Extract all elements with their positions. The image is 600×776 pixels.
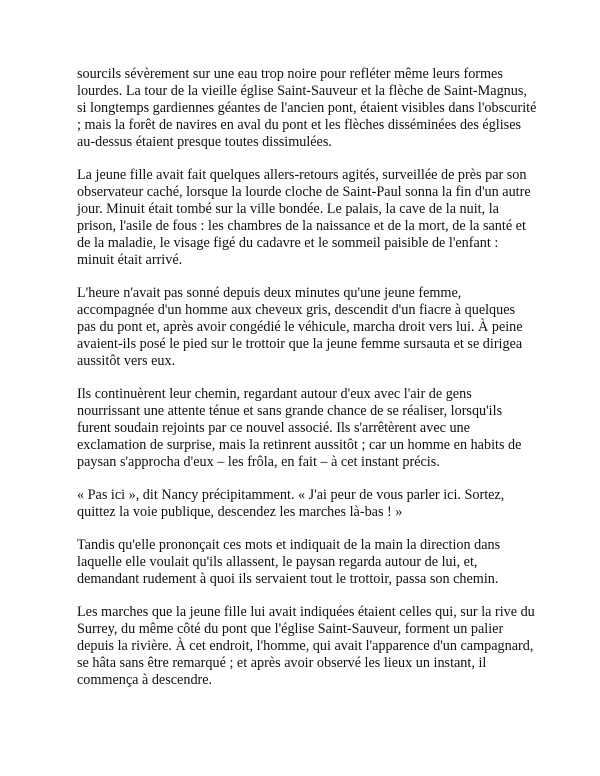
- paragraph-5: « Pas ici », dit Nancy précipitamment. « J'ai peur de vous parler ici. Sortez, quittez la voie publique, descendez les marches là-bas ! »: [77, 487, 505, 520]
- paragraph-2: La jeune fille avait fait quelques allers-retours agités, surveillée de près par son observateur caché, lorsque la lourde cloche de Saint-Paul sonna la fin d'un autre jour. Minuit était tombé sur la ville bondée. Le palais, la cave de la nuit, la prison, l'asile de fous : les chambres de la naissance et de la mort, de la santé et de la maladie, le visage figé du cadavre et le sommeil paisible de l'enfant : minuit était arrivé.: [77, 167, 531, 268]
- paragraph-6: Tandis qu'elle prononçait ces mots et indiquait de la main la direction dans laquelle elle voulait qu'ils allassent, le paysan regarda autour de lui, et, demandant rudement à quoi ils servaient tout le trottoir, passa son chemin.: [77, 537, 501, 587]
- paragraph-7: Les marches que la jeune fille lui avait indiquées étaient celles qui, sur la rive du Surrey, du même côté du pont que l'église Saint-Sauveur, forment un palier depuis la rivière. À cet endroit, l'homme, qui avait l'apparence d'un campagnard, se hâta sans être remarqué ; et après avoir observé les lieux un instant, il commença à descendre.: [77, 604, 535, 688]
- paragraph-1: sourcils sévèrement sur une eau trop noire pour refléter même leurs formes lourdes. La tour de la vieille église Saint-Sauveur et la flèche de Saint-Magnus, si longtemps gardiennes géantes de l'ancien pont, étaient visibles dans l'obscurité ; mais la forêt de navires en aval du pont et les flèches disséminées des églises au-dessus étaient presque toutes dissimulées.: [77, 66, 537, 150]
- paragraph-4: Ils continuèrent leur chemin, regardant autour d'eux avec l'air de gens nourrissant une attente ténue et sans grande chance de se réaliser, lorsqu'ils furent soudain rejoints par ce nouvel associé. Ils s'arrêtèrent avec une exclamation de surprise, mais la retinrent aussitôt ; car un homme en habits de paysan s'approcha d'eux – les frôla, en fait – à cet instant précis.: [77, 386, 522, 470]
- paragraph-3: L'heure n'avait pas sonné depuis deux minutes qu'une jeune femme, accompagnée d'un homme aux cheveux gris, descendit d'un fiacre à quelques pas du pont et, après avoir congédié le véhicule, marcha droit vers lui. À peine avaient-ils posé le pied sur le trottoir que la jeune femme sursauta et se dirigea aussitôt vers eux.: [77, 285, 523, 369]
- document-page: [77, 66, 537, 705]
